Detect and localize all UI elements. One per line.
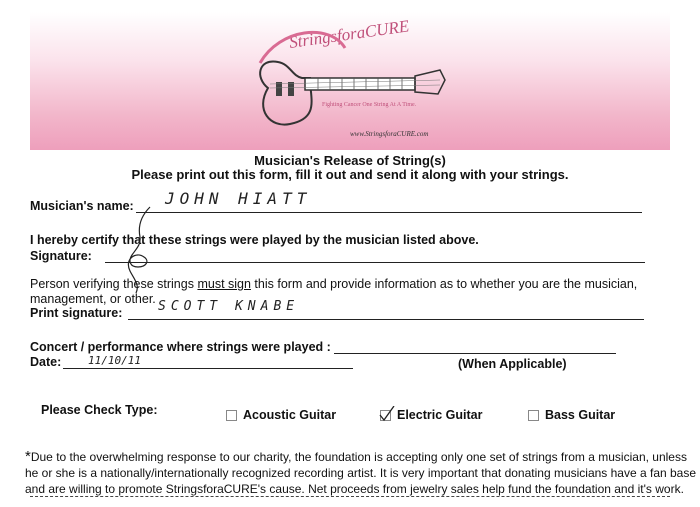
electric-guitar-checkbox[interactable] xyxy=(380,410,391,421)
acoustic-guitar-label: Acoustic Guitar xyxy=(243,408,337,422)
concert-line[interactable] xyxy=(334,353,616,354)
verify-statement-line2: management, or other. xyxy=(30,292,156,306)
print-signature-value[interactable]: SCOTT KNABE xyxy=(158,299,300,314)
check-type-label: Please Check Type: xyxy=(41,403,158,417)
signature-label: Signature: xyxy=(30,249,92,263)
electric-guitar-label: Electric Guitar xyxy=(397,408,483,422)
strings-for-a-cure-logo xyxy=(250,18,450,143)
checkmark-icon xyxy=(379,406,395,422)
when-applicable-note: (When Applicable) xyxy=(458,357,567,371)
option-electric-guitar[interactable] xyxy=(380,408,482,422)
date-label: Date: xyxy=(30,355,62,369)
musician-name-value[interactable]: JOHN HIATT xyxy=(165,189,312,208)
verify-must-sign: must sign xyxy=(197,277,251,291)
footnote-line2: he or she is a nationally/internationally recognized recording artist. It is very important that donating musicians have a fan base xyxy=(25,466,697,480)
date-value[interactable]: 11/10/11 xyxy=(88,354,141,367)
date-line xyxy=(63,368,353,369)
verify-statement xyxy=(30,277,637,291)
print-signature-line xyxy=(128,319,644,320)
footnote-marker: * xyxy=(25,448,31,465)
footnote xyxy=(25,448,697,497)
certify-statement: I hereby certify that these strings were played by the musician listed above. xyxy=(30,233,479,247)
form-title: Musician's Release of String(s) xyxy=(254,153,446,168)
verify-text-part2: this form and provide information as to whether you are the musician, xyxy=(250,277,638,291)
signature-line xyxy=(105,262,645,263)
bass-guitar-label: Bass Guitar xyxy=(545,408,616,422)
acoustic-guitar-checkbox[interactable] xyxy=(226,410,237,421)
musician-name-label: Musician's name: xyxy=(30,199,134,213)
footnote-line3: and are willing to promote StringsforaCURE's cause. Net proceeds from jewelry sales help fund the foundation and it's work. xyxy=(25,482,684,496)
logo-url: www.StringsforaCURE.com xyxy=(350,130,429,138)
concert-label: Concert / performance where strings were played : xyxy=(30,340,331,354)
footnote-line1: Due to the overwhelming response to our charity, the foundation is accepting only one set of strings from a musician, unless xyxy=(30,450,687,464)
print-signature-label: Print signature: xyxy=(30,306,123,320)
verify-text-part1: Person verifying these strings xyxy=(30,277,198,291)
form-instructions: Please print out this form, fill it out and send it along with your strings. xyxy=(131,167,569,182)
option-acoustic-guitar[interactable] xyxy=(226,408,336,422)
option-bass-guitar[interactable] xyxy=(528,408,615,422)
logo-tagline: Fighting Cancer One String At A Time. xyxy=(322,102,417,108)
cut-line-divider xyxy=(30,496,670,497)
musician-name-line xyxy=(136,212,642,213)
logo-wordmark: StringsforaCURE xyxy=(287,18,411,52)
bass-guitar-checkbox[interactable] xyxy=(528,410,539,421)
